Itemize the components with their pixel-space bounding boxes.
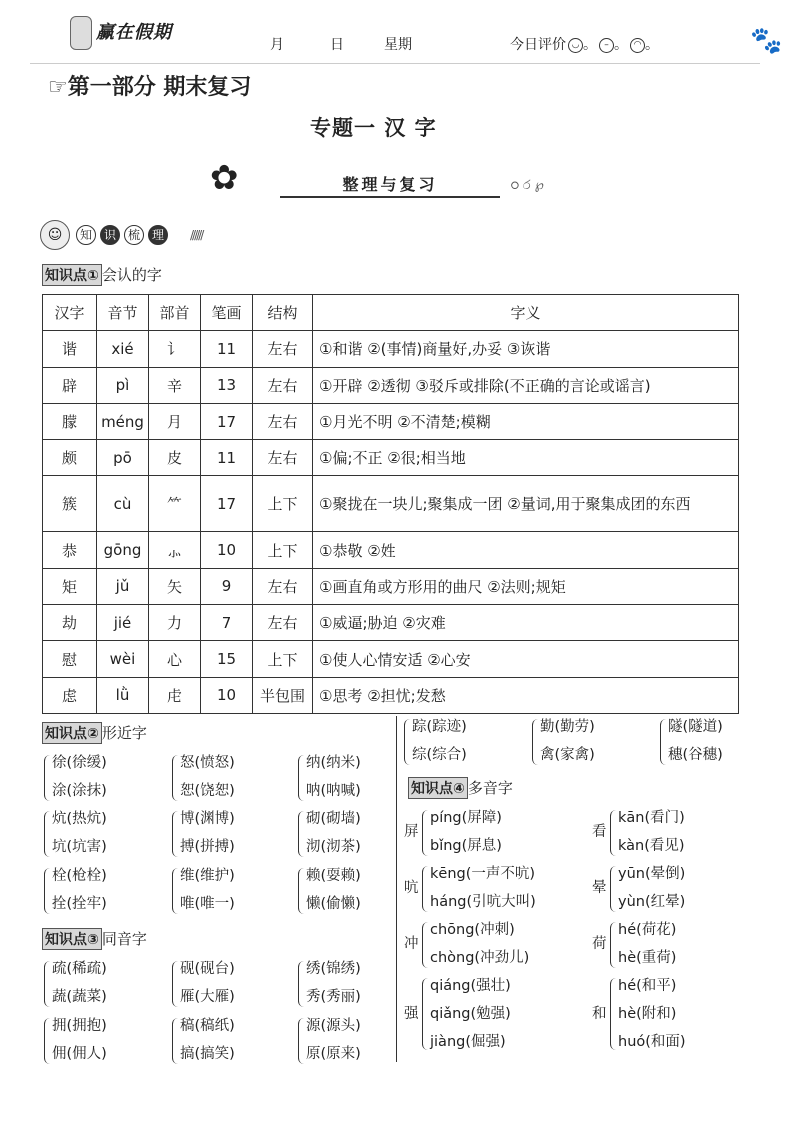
cell: wèi [97,641,149,677]
cell: jǔ [97,568,149,604]
col-header: 结构 [253,295,313,331]
similar-group [172,862,235,918]
similar-item: 坑(坑害) [52,839,107,855]
cell: ⺮ [149,476,201,532]
cell: 辛 [149,367,201,403]
brace [298,811,304,857]
section-heading-1 [42,264,162,286]
polyphone-group [404,860,536,916]
col-header: 汉字 [43,295,97,331]
polyphone-item: yūn(晕倒) [618,866,686,882]
review-banner [210,158,590,204]
cell: 劫 [43,605,97,641]
cell: 上下 [253,641,313,677]
homophone-item: 佣(佣人) [52,1046,107,1062]
homophone-item: 绣(锦绣) [306,961,361,977]
banner-text: 整理与复习 [280,172,500,198]
cell: 上下 [253,532,313,568]
similar-item: 勤(勤劳) [540,719,595,735]
brace [44,961,50,1007]
cell: 矢 [149,568,201,604]
cell: 心 [149,641,201,677]
cell: 讠 [149,331,201,367]
polyphone-char: 晕 [592,880,607,896]
brace [172,811,178,857]
cell: ①偏;不正 ②很;相当地 [313,440,739,476]
cell: ①恭敬 ②姓 [313,532,739,568]
similar-group [298,749,361,805]
polyphone-item: hè(重荷) [618,950,677,966]
polyphone-char: 屏 [404,824,419,840]
similar-item: 纳(纳米) [306,755,361,771]
similar-item: 维(维护) [180,868,235,884]
homophone-item: 疏(稀疏) [52,961,107,977]
evaluation-area: 今日评价 ◡ 。 – 。 ◠ 。 [510,37,659,53]
polyphone-char: 冲 [404,936,419,952]
cell: ①开辟 ②透彻 ③驳斥或排除(不正确的言论或谣言) [313,367,739,403]
kb-char-3: 梳 [124,225,144,245]
cell: lǜ [97,677,149,713]
brace [44,811,50,857]
similar-item: 赖(耍赖) [306,868,361,884]
brace [298,961,304,1007]
cell: 17 [201,403,253,439]
similar-item: 搏(拼搏) [180,839,235,855]
brace [422,978,428,1050]
similar-item: 怒(愤怒) [180,755,235,771]
similar-item: 穗(谷穗) [668,747,723,763]
happy-face-icon[interactable]: ◡ [568,38,583,53]
cell: 慰 [43,641,97,677]
polyphone-char: 看 [592,824,607,840]
kb-char-1: 知 [76,225,96,245]
cell: 左右 [253,403,313,439]
brand-logo [70,16,172,50]
section-title: 会认的字 [101,266,162,284]
similar-item: 呐(呐喊) [306,783,361,799]
similar-group [44,862,107,918]
brace [298,868,304,914]
homophone-item: 雁(大雁) [180,989,235,1005]
similar-group [298,862,361,918]
cell: ①威逼;胁迫 ②灾难 [313,605,739,641]
cell: ①聚拢在一块儿;聚集成一团 ②量词,用于聚集成团的东西 [313,476,739,532]
similar-group [44,749,107,805]
similar-group [532,713,595,769]
month-label: 月 [270,37,284,53]
cell: ①思考 ②担忧;发愁 [313,677,739,713]
brand-text: 赢在假期 [96,22,172,43]
polyphone-group [592,972,686,1056]
polyphone-item: huó(和面) [618,1034,686,1050]
homophone-group [172,1012,235,1068]
polyphone-group [404,972,511,1056]
polyphone-char: 和 [592,1006,607,1022]
homophone-item: 源(源头) [306,1018,361,1034]
evaluation-label: 今日评价 [510,37,566,53]
col-header: 部首 [149,295,201,331]
polyphone-item: píng(屏障) [430,810,502,826]
polyphone-item: hè(附和) [618,1006,677,1022]
col-header: 音节 [97,295,149,331]
section-heading-2 [42,722,147,744]
cell: 上下 [253,476,313,532]
similar-item: 栓(枪栓) [52,868,107,884]
cell: 矩 [43,568,97,604]
kb-char-2: 识 [100,225,120,245]
cell: 恭 [43,532,97,568]
brace [298,1018,304,1064]
table-row [43,677,739,713]
polyphone-group [592,860,685,916]
cell: pì [97,367,149,403]
polyphone-item: chōng(冲刺) [430,922,515,938]
cell: ①使人心情安适 ②心安 [313,641,739,677]
cell: 10 [201,677,253,713]
homophone-item: 蔬(蔬菜) [52,989,107,1005]
brace [404,719,410,765]
brace [532,719,538,765]
cell: 力 [149,605,201,641]
homophone-item: 原(原来) [306,1046,361,1062]
brace [44,755,50,801]
cell: méng [97,403,149,439]
brace [172,755,178,801]
cell: 皮 [149,440,201,476]
cell: 17 [201,476,253,532]
avatar-icon: ☺ [40,220,70,250]
polyphone-item: hé(和平) [618,978,677,994]
cell: 簇 [43,476,97,532]
homophone-group [298,1012,361,1068]
polyphone-group [404,916,529,972]
cell: jié [97,605,149,641]
part-title: ☞第一部分 期末复习 [48,75,252,100]
polyphone-item: kān(看门) [618,810,685,826]
similar-item: 炕(热炕) [52,811,107,827]
polyphone-item: qiǎng(勉强) [430,1006,511,1022]
polyphone-group [404,804,502,860]
cell: ①和谐 ②(事情)商量好,办妥 ③诙谐 [313,331,739,367]
similar-item: 恕(饶恕) [180,783,235,799]
characters-table [42,294,739,714]
cell: 13 [201,367,253,403]
similar-item: 沏(沏茶) [306,839,361,855]
brace [610,978,616,1050]
polyphone-item: kēng(一声不吭) [430,866,536,882]
page-header [30,12,783,64]
cell: 谐 [43,331,97,367]
similar-item: 涂(涂抹) [52,783,107,799]
cell: 左右 [253,331,313,367]
similar-item: 隧(隧道) [668,719,723,735]
section-tag: 知识点③ [42,928,102,950]
section-heading-3 [42,928,147,950]
cell: ①月光不明 ②不清楚;模糊 [313,403,739,439]
neutral-face-icon[interactable]: – [599,38,614,53]
table-row [43,440,739,476]
brace [172,1018,178,1064]
polyphone-group [592,804,685,860]
polyphone-item: yùn(红晕) [618,894,686,910]
polyphone-item: jiàng(倔强) [430,1034,506,1050]
brace [298,755,304,801]
brace [422,922,428,968]
day-label: 日 [330,37,344,53]
brace [422,866,428,912]
cell: 颇 [43,440,97,476]
cell: 7 [201,605,253,641]
section-tag: 知识点① [42,264,102,286]
paw-icon: 🐾 [750,26,783,56]
brace [44,1018,50,1064]
similar-item: 懒(偷懒) [306,896,361,912]
cell: 左右 [253,568,313,604]
table-row [43,532,739,568]
brace [44,868,50,914]
kb-char-4: 理 [148,225,168,245]
homophone-group [44,955,107,1011]
section-title: 同音字 [101,930,147,948]
homophone-item: 稿(稿纸) [180,1018,235,1034]
homophone-item: 搞(搞笑) [180,1046,235,1062]
similar-group [660,713,723,769]
polyphone-char: 荷 [592,936,607,952]
topic-title: 专题一 汉 字 [310,116,437,140]
similar-item: 唯(唯一) [180,896,235,912]
section-tag: 知识点② [42,722,102,744]
polyphone-item: kàn(看见) [618,838,685,854]
brace [610,810,616,856]
brace [422,810,428,856]
cell: gōng [97,532,149,568]
brace [610,866,616,912]
cell: 11 [201,440,253,476]
polyphone-group [592,916,676,972]
cell: 辟 [43,367,97,403]
stripe-decoration: ////// [190,228,203,242]
table-row [43,403,739,439]
polyphone-char: 吭 [404,880,419,896]
table-row [43,367,739,403]
homophone-item: 秀(秀丽) [306,989,361,1005]
brace [660,719,666,765]
table-row [43,641,739,677]
homophone-item: 砚(砚台) [180,961,235,977]
sad-face-icon[interactable]: ◠ [630,38,645,53]
bubbles-icon: ഠ ර ℘ [510,178,544,193]
col-header: 笔画 [201,295,253,331]
polyphone-char: 强 [404,1006,419,1022]
weekday-label: 星期 [384,37,412,53]
section-tag: 知识点④ [408,777,468,799]
homophone-group [44,1012,107,1068]
similar-group [172,749,235,805]
cell: 15 [201,641,253,677]
cell: 虑 [43,677,97,713]
cell: 左右 [253,367,313,403]
similar-item: 禽(家禽) [540,747,595,763]
section-heading-4 [408,777,513,799]
brace [172,868,178,914]
polyphone-item: chòng(冲劲儿) [430,950,530,966]
similar-item: 徐(徐缓) [52,755,107,771]
similar-item: 拴(拴牢) [52,896,107,912]
cell: 左右 [253,605,313,641]
polyphone-item: háng(引吭大叫) [430,894,536,910]
similar-group [44,805,107,861]
cell: 左右 [253,440,313,476]
section-title: 多音字 [467,779,513,797]
cell: pō [97,440,149,476]
similar-group [404,713,467,769]
polyphone-item: qiáng(强壮) [430,978,511,994]
knowledge-banner [40,220,240,250]
polyphone-item: hé(荷花) [618,922,677,938]
similar-item: 综(综合) [412,747,467,763]
cell: 11 [201,331,253,367]
column-divider [396,716,397,1062]
cell: 朦 [43,403,97,439]
cell: xié [97,331,149,367]
brace [172,961,178,1007]
brace [610,922,616,968]
homophone-group [298,955,361,1011]
similar-group [298,805,361,861]
table-row [43,331,739,367]
table-row [43,568,739,604]
similar-item: 踪(踪迹) [412,719,467,735]
table-row [43,476,739,532]
cell: 虍 [149,677,201,713]
similar-group [172,805,235,861]
homophone-item: 拥(拥抱) [52,1018,107,1034]
polyphone-item: bǐng(屏息) [430,838,502,854]
section-title: 形近字 [101,724,147,742]
cell: 10 [201,532,253,568]
cell: 半包围 [253,677,313,713]
table-header-row [43,295,739,331]
homophone-group [172,955,235,1011]
flower-icon: ✿ [210,158,239,198]
cell: cù [97,476,149,532]
table-row [43,605,739,641]
pencil-icon [70,16,92,50]
similar-item: 砌(砌墙) [306,811,361,827]
cell: ①画直角或方形用的曲尺 ②法则;规矩 [313,568,739,604]
col-header: 字义 [313,295,739,331]
cell: 9 [201,568,253,604]
similar-item: 博(渊博) [180,811,235,827]
cell: ⺗ [149,532,201,568]
cell: 月 [149,403,201,439]
